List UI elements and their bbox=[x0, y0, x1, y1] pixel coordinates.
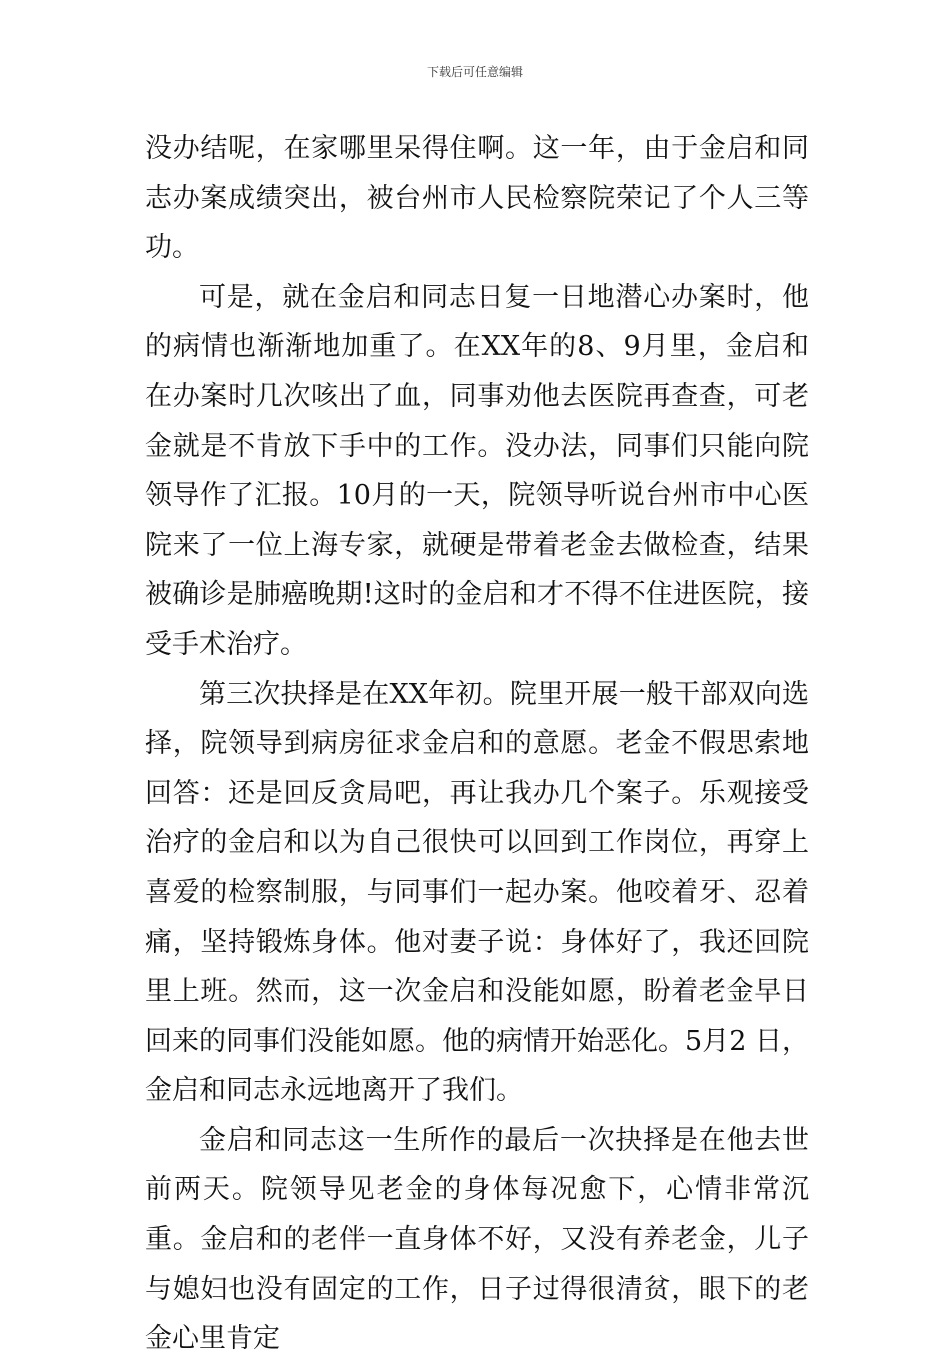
paragraph-1: 没办结呢，在家哪里呆得住啊。这一年，由于金启和同志办案成绩突出，被台州市人民检察院荣记了个人三等功。 bbox=[145, 133, 809, 264]
paragraph-2: 可是，就在金启和同志日复一日地潜心办案时，他的病情也渐渐地加重了。在XX年的8、9月里，金启和在办案时几次咳出了血，同事劝他去医院再查查，可老金就是不肯放下手中的工作。没办法，同事们只能向院领导作了汇报。10月的一天，院领导听说台州市中心医院来了一位上海专家，就硬是带着老金去做检查，结果被确诊是肺癌晚期!这时的金启和才不得不住进医院，接受手术治疗。 bbox=[145, 281, 809, 660]
paragraph-4: 金启和同志这一生所作的最后一次抉择是在他去世前两天。院领导见老金的身体每况愈下，心情非常沉重。金启和的老伴一直身体不好，又没有养老金，儿子与媳妇也没有固定的工作，日子过得很清贫，眼下的老金心里肯定 bbox=[145, 1124, 809, 1355]
page-header: 下载后可任意编辑 bbox=[426, 65, 523, 79]
paragraph-3: 第三次抉择是在XX年初。院里开展一般干部双向选择，院领导到病房征求金启和的意愿。老金不假思索地回答：还是回反贪局吧，再让我办几个案子。乐观接受治疗的金启和以为自己很快可以回到工作岗位，再穿上喜爱的检察制服，与同事们一起办案。他咬着牙、忍着痛，坚持锻炼身体。他对妻子说：身体好了，我还回院里上班。然而，这一次金启和没能如愿，盼着老金早日回来的同事们没能如愿。他的病情开始恶化。5月2 日，金启和同志永远地离开了我们。 bbox=[145, 678, 809, 1107]
document-body bbox=[145, 124, 809, 1364]
